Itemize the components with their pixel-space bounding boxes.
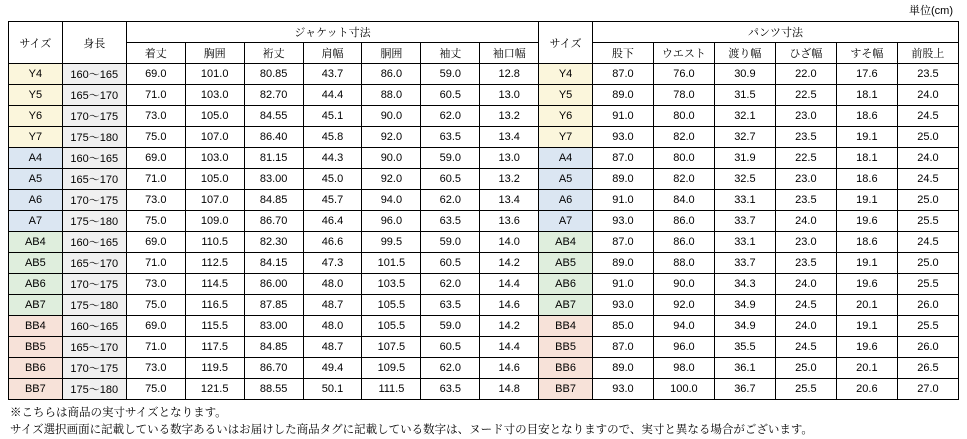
row-size-right: A5 [539,169,593,190]
cell-jacket-4: 92.0 [362,127,421,148]
header-jacket-1: 胸囲 [185,43,244,64]
cell-jacket-3: 48.7 [303,295,362,316]
cell-pants-1: 80.0 [653,106,714,127]
cell-pants-5: 25.0 [897,253,958,274]
header-pants-3: ひざ幅 [775,43,836,64]
row-size-left: BB6 [9,358,63,379]
cell-jacket-0: 71.0 [126,253,185,274]
header-jacket-3: 肩幅 [303,43,362,64]
cell-jacket-1: 110.5 [185,232,244,253]
cell-jacket-1: 103.0 [185,85,244,106]
cell-pants-0: 87.0 [592,337,653,358]
cell-jacket-2: 84.85 [244,337,303,358]
cell-jacket-6: 14.4 [480,274,539,295]
column-header-row [9,43,959,64]
table-row [9,379,959,400]
row-height: 175〜180 [62,379,126,400]
cell-pants-0: 89.0 [592,253,653,274]
cell-jacket-1: 107.0 [185,190,244,211]
cell-jacket-3: 48.7 [303,337,362,358]
row-size-left: Y4 [9,64,63,85]
cell-jacket-1: 116.5 [185,295,244,316]
cell-pants-3: 23.0 [775,106,836,127]
row-size-right: A4 [539,148,593,169]
row-size-left: A5 [9,169,63,190]
header-size-right: サイズ [539,22,593,64]
note-line-2: サイズ選択画面に記載している数字あるいはお届けした商品タグに記載している数字は、ヌード寸の目安となりますので、実寸と異なる場合がございます。 [10,424,813,436]
cell-jacket-4: 88.0 [362,85,421,106]
cell-jacket-3: 47.3 [303,253,362,274]
cell-jacket-5: 60.5 [421,337,480,358]
cell-jacket-5: 62.0 [421,274,480,295]
table-row [9,232,959,253]
table-row [9,316,959,337]
row-size-right: AB4 [539,232,593,253]
header-height: 身長 [62,22,126,64]
cell-jacket-2: 86.40 [244,127,303,148]
cell-pants-0: 89.0 [592,358,653,379]
row-size-left: A4 [9,148,63,169]
cell-pants-1: 84.0 [653,190,714,211]
cell-jacket-3: 46.6 [303,232,362,253]
cell-pants-0: 91.0 [592,274,653,295]
cell-pants-4: 19.1 [836,127,897,148]
cell-pants-3: 23.0 [775,169,836,190]
header-jacket-2: 裄丈 [244,43,303,64]
cell-jacket-2: 86.70 [244,211,303,232]
table-row [9,253,959,274]
cell-jacket-3: 43.7 [303,64,362,85]
cell-pants-4: 19.1 [836,316,897,337]
cell-jacket-5: 62.0 [421,190,480,211]
cell-jacket-2: 82.30 [244,232,303,253]
cell-jacket-1: 112.5 [185,253,244,274]
row-height: 160〜165 [62,316,126,337]
cell-pants-2: 34.9 [714,295,775,316]
cell-jacket-5: 63.5 [421,211,480,232]
cell-jacket-0: 69.0 [126,316,185,337]
cell-jacket-5: 59.0 [421,64,480,85]
cell-pants-4: 19.1 [836,190,897,211]
row-size-right: Y4 [539,64,593,85]
cell-pants-3: 23.5 [775,190,836,211]
cell-jacket-5: 63.5 [421,295,480,316]
row-size-right: Y6 [539,106,593,127]
cell-pants-2: 34.9 [714,316,775,337]
cell-jacket-5: 62.0 [421,106,480,127]
cell-jacket-2: 83.00 [244,316,303,337]
cell-pants-0: 93.0 [592,211,653,232]
cell-pants-2: 32.1 [714,106,775,127]
row-size-left: BB7 [9,379,63,400]
row-size-right: A6 [539,190,593,211]
cell-jacket-0: 71.0 [126,85,185,106]
cell-jacket-4: 109.5 [362,358,421,379]
cell-jacket-4: 101.5 [362,253,421,274]
cell-pants-2: 32.5 [714,169,775,190]
cell-pants-5: 23.5 [897,64,958,85]
size-measurement-table [8,21,959,400]
header-jacket-6: 袖口幅 [480,43,539,64]
group-header-row [9,22,959,43]
cell-jacket-6: 14.6 [480,358,539,379]
cell-pants-5: 25.5 [897,274,958,295]
cell-jacket-1: 119.5 [185,358,244,379]
header-jacket-4: 胴囲 [362,43,421,64]
cell-pants-4: 20.1 [836,358,897,379]
row-size-right: Y7 [539,127,593,148]
cell-pants-0: 87.0 [592,232,653,253]
row-height: 175〜180 [62,295,126,316]
row-height: 175〜180 [62,127,126,148]
row-height: 170〜175 [62,106,126,127]
cell-jacket-3: 45.1 [303,106,362,127]
cell-jacket-6: 13.2 [480,106,539,127]
cell-jacket-2: 82.70 [244,85,303,106]
cell-pants-2: 31.9 [714,148,775,169]
row-height: 165〜170 [62,253,126,274]
cell-pants-0: 93.0 [592,127,653,148]
cell-pants-3: 22.0 [775,64,836,85]
cell-pants-0: 91.0 [592,106,653,127]
cell-pants-5: 26.5 [897,358,958,379]
cell-pants-3: 24.0 [775,211,836,232]
cell-jacket-1: 117.5 [185,337,244,358]
cell-jacket-5: 63.5 [421,127,480,148]
table-row [9,358,959,379]
cell-jacket-4: 105.5 [362,295,421,316]
cell-pants-2: 36.7 [714,379,775,400]
cell-pants-0: 87.0 [592,64,653,85]
cell-pants-0: 85.0 [592,316,653,337]
cell-pants-4: 18.1 [836,85,897,106]
cell-pants-0: 87.0 [592,148,653,169]
cell-jacket-0: 75.0 [126,379,185,400]
row-size-right: A7 [539,211,593,232]
cell-pants-4: 19.6 [836,211,897,232]
row-size-left: AB4 [9,232,63,253]
cell-jacket-0: 71.0 [126,169,185,190]
cell-jacket-6: 14.4 [480,337,539,358]
cell-jacket-3: 50.1 [303,379,362,400]
cell-pants-3: 24.5 [775,337,836,358]
row-height: 160〜165 [62,148,126,169]
cell-jacket-0: 71.0 [126,337,185,358]
cell-jacket-5: 59.0 [421,148,480,169]
cell-jacket-0: 69.0 [126,64,185,85]
cell-pants-0: 93.0 [592,379,653,400]
cell-jacket-2: 83.00 [244,169,303,190]
row-size-left: A7 [9,211,63,232]
cell-jacket-4: 92.0 [362,169,421,190]
cell-pants-1: 92.0 [653,295,714,316]
cell-pants-4: 19.6 [836,337,897,358]
cell-jacket-6: 13.2 [480,169,539,190]
cell-jacket-1: 105.0 [185,169,244,190]
cell-pants-5: 25.5 [897,316,958,337]
cell-pants-1: 82.0 [653,127,714,148]
cell-pants-5: 24.5 [897,106,958,127]
table-row [9,127,959,148]
cell-pants-2: 31.5 [714,85,775,106]
row-height: 170〜175 [62,190,126,211]
cell-jacket-4: 111.5 [362,379,421,400]
cell-jacket-1: 109.0 [185,211,244,232]
cell-jacket-0: 73.0 [126,106,185,127]
cell-pants-3: 22.5 [775,85,836,106]
cell-pants-3: 25.0 [775,358,836,379]
cell-jacket-4: 86.0 [362,64,421,85]
cell-pants-1: 86.0 [653,232,714,253]
header-pants-0: 股下 [592,43,653,64]
cell-jacket-3: 44.3 [303,148,362,169]
cell-jacket-3: 48.0 [303,274,362,295]
row-height: 165〜170 [62,85,126,106]
cell-jacket-0: 73.0 [126,358,185,379]
cell-pants-3: 24.0 [775,316,836,337]
cell-jacket-6: 13.4 [480,127,539,148]
cell-pants-3: 25.5 [775,379,836,400]
cell-jacket-3: 45.7 [303,190,362,211]
cell-jacket-0: 73.0 [126,274,185,295]
header-jacket-5: 袖丈 [421,43,480,64]
cell-jacket-3: 46.4 [303,211,362,232]
cell-pants-1: 86.0 [653,211,714,232]
cell-jacket-4: 94.0 [362,190,421,211]
row-height: 160〜165 [62,64,126,85]
header-jacket-group: ジャケット寸法 [126,22,538,43]
unit-label: 単位(cm) [909,5,953,17]
header-pants-2: 渡り幅 [714,43,775,64]
cell-jacket-1: 107.0 [185,127,244,148]
row-size-right: BB5 [539,337,593,358]
cell-pants-1: 96.0 [653,337,714,358]
row-size-left: Y6 [9,106,63,127]
cell-jacket-5: 60.5 [421,253,480,274]
row-size-left: Y7 [9,127,63,148]
cell-pants-1: 76.0 [653,64,714,85]
cell-jacket-1: 121.5 [185,379,244,400]
row-size-left: AB7 [9,295,63,316]
row-height: 165〜170 [62,337,126,358]
cell-jacket-6: 14.0 [480,232,539,253]
header-pants-5: 前股上 [897,43,958,64]
cell-pants-5: 24.0 [897,148,958,169]
cell-pants-2: 33.7 [714,253,775,274]
cell-pants-2: 33.7 [714,211,775,232]
cell-pants-1: 88.0 [653,253,714,274]
cell-jacket-4: 103.5 [362,274,421,295]
cell-pants-2: 36.1 [714,358,775,379]
cell-jacket-6: 14.2 [480,316,539,337]
cell-pants-5: 26.0 [897,337,958,358]
table-row [9,274,959,295]
table-row [9,85,959,106]
table-row [9,190,959,211]
row-size-right: BB6 [539,358,593,379]
table-row [9,295,959,316]
cell-pants-1: 100.0 [653,379,714,400]
notes-block [8,405,959,439]
table-row [9,64,959,85]
header-pants-1: ウエスト [653,43,714,64]
cell-pants-4: 19.1 [836,253,897,274]
cell-pants-5: 27.0 [897,379,958,400]
cell-jacket-2: 86.70 [244,358,303,379]
cell-pants-3: 23.5 [775,253,836,274]
cell-jacket-2: 84.15 [244,253,303,274]
table-row [9,169,959,190]
cell-pants-0: 93.0 [592,295,653,316]
cell-jacket-1: 105.0 [185,106,244,127]
cell-jacket-1: 115.5 [185,316,244,337]
cell-jacket-6: 12.8 [480,64,539,85]
cell-pants-5: 24.0 [897,85,958,106]
cell-pants-4: 18.6 [836,169,897,190]
cell-jacket-5: 63.5 [421,379,480,400]
cell-pants-1: 80.0 [653,148,714,169]
table-header [9,22,959,64]
cell-pants-4: 18.6 [836,232,897,253]
cell-jacket-3: 44.4 [303,85,362,106]
cell-jacket-2: 88.55 [244,379,303,400]
cell-pants-1: 82.0 [653,169,714,190]
header-pants-group: パンツ寸法 [592,22,958,43]
cell-pants-2: 35.5 [714,337,775,358]
cell-jacket-2: 84.85 [244,190,303,211]
cell-jacket-4: 107.5 [362,337,421,358]
cell-pants-3: 24.5 [775,295,836,316]
cell-pants-4: 17.6 [836,64,897,85]
table-row [9,148,959,169]
cell-pants-1: 90.0 [653,274,714,295]
header-size-left: サイズ [9,22,63,64]
table-row [9,106,959,127]
row-height: 175〜180 [62,211,126,232]
cell-pants-4: 20.6 [836,379,897,400]
note-line-1: ※こちらは商品の実寸サイズとなります。 [10,407,227,419]
row-size-left: Y5 [9,85,63,106]
cell-jacket-0: 75.0 [126,127,185,148]
cell-jacket-0: 69.0 [126,232,185,253]
cell-jacket-6: 14.2 [480,253,539,274]
cell-pants-3: 23.5 [775,127,836,148]
cell-pants-2: 32.7 [714,127,775,148]
cell-jacket-2: 81.15 [244,148,303,169]
cell-pants-3: 23.0 [775,232,836,253]
cell-pants-0: 89.0 [592,169,653,190]
cell-pants-2: 33.1 [714,232,775,253]
cell-jacket-4: 105.5 [362,316,421,337]
cell-pants-4: 18.6 [836,106,897,127]
cell-pants-0: 89.0 [592,85,653,106]
cell-jacket-1: 114.5 [185,274,244,295]
row-size-left: BB5 [9,337,63,358]
cell-pants-4: 20.1 [836,295,897,316]
row-height: 165〜170 [62,169,126,190]
cell-jacket-6: 13.6 [480,211,539,232]
row-size-right: AB5 [539,253,593,274]
cell-jacket-5: 59.0 [421,232,480,253]
cell-jacket-4: 90.0 [362,148,421,169]
cell-jacket-4: 96.0 [362,211,421,232]
cell-jacket-1: 103.0 [185,148,244,169]
cell-pants-4: 19.6 [836,274,897,295]
row-size-right: BB4 [539,316,593,337]
header-pants-4: すそ幅 [836,43,897,64]
cell-pants-4: 18.1 [836,148,897,169]
cell-jacket-4: 99.5 [362,232,421,253]
cell-pants-0: 91.0 [592,190,653,211]
cell-pants-5: 26.0 [897,295,958,316]
row-size-left: AB5 [9,253,63,274]
cell-pants-5: 25.0 [897,127,958,148]
row-size-left: AB6 [9,274,63,295]
cell-jacket-1: 101.0 [185,64,244,85]
cell-pants-1: 78.0 [653,85,714,106]
row-size-right: AB7 [539,295,593,316]
cell-jacket-3: 48.0 [303,316,362,337]
row-size-right: Y5 [539,85,593,106]
cell-jacket-0: 69.0 [126,148,185,169]
cell-jacket-0: 75.0 [126,211,185,232]
cell-pants-3: 22.5 [775,148,836,169]
cell-pants-5: 25.5 [897,211,958,232]
header-jacket-0: 着丈 [126,43,185,64]
cell-jacket-0: 73.0 [126,190,185,211]
cell-pants-1: 98.0 [653,358,714,379]
row-height: 160〜165 [62,232,126,253]
cell-jacket-5: 62.0 [421,358,480,379]
row-height: 170〜175 [62,358,126,379]
cell-jacket-5: 60.5 [421,85,480,106]
cell-pants-3: 24.0 [775,274,836,295]
cell-jacket-3: 45.0 [303,169,362,190]
table-body [9,64,959,400]
cell-jacket-6: 13.4 [480,190,539,211]
cell-jacket-6: 14.8 [480,379,539,400]
cell-jacket-6: 13.0 [480,85,539,106]
row-size-left: BB4 [9,316,63,337]
cell-pants-2: 30.9 [714,64,775,85]
row-size-left: A6 [9,190,63,211]
cell-jacket-2: 86.00 [244,274,303,295]
cell-jacket-5: 59.0 [421,316,480,337]
row-size-right: AB6 [539,274,593,295]
cell-jacket-3: 45.8 [303,127,362,148]
cell-jacket-2: 84.55 [244,106,303,127]
row-height: 170〜175 [62,274,126,295]
cell-jacket-2: 80.85 [244,64,303,85]
row-size-right: BB7 [539,379,593,400]
cell-pants-5: 25.0 [897,190,958,211]
table-row [9,337,959,358]
cell-pants-2: 34.3 [714,274,775,295]
cell-jacket-2: 87.85 [244,295,303,316]
cell-pants-5: 24.5 [897,169,958,190]
cell-jacket-6: 13.0 [480,148,539,169]
cell-jacket-4: 90.0 [362,106,421,127]
cell-jacket-5: 60.5 [421,169,480,190]
cell-jacket-3: 49.4 [303,358,362,379]
table-row [9,211,959,232]
cell-jacket-0: 75.0 [126,295,185,316]
cell-pants-5: 24.5 [897,232,958,253]
cell-pants-1: 94.0 [653,316,714,337]
cell-pants-2: 33.1 [714,190,775,211]
cell-jacket-6: 14.6 [480,295,539,316]
